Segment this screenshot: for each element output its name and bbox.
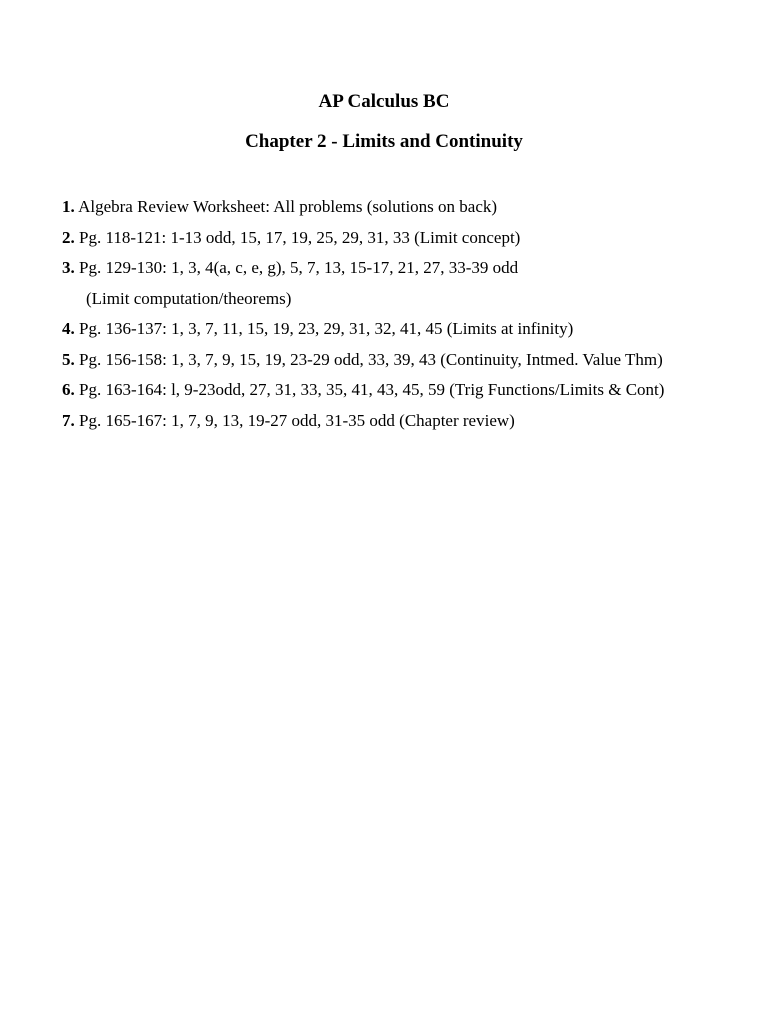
list-item <box>62 223 742 254</box>
item-number: 5. <box>62 349 75 369</box>
item-text: Pg. 136-137: 1, 3, 7, 11, 15, 19, 23, 29, 31, 32, 41, 45 (Limits at infinity) <box>79 319 574 338</box>
page-title: AP Calculus BC <box>318 91 450 112</box>
item-number: 7. <box>62 410 75 430</box>
item-text: Pg. 129-130: 1, 3, 4(a, c, e, g), 5, 7, 13, 15-17, 21, 27, 33-39 odd <box>79 258 519 277</box>
document-header <box>0 88 768 156</box>
item-text: Algebra Review Worksheet: All problems (solutions on back) <box>78 197 498 216</box>
item-text: Pg. 118-121: 1-13 odd, 15, 17, 19, 25, 29, 31, 33 (Limit concept) <box>79 227 521 247</box>
item-text: Pg. 163-164: l, 9-23odd, 27, 31, 33, 35, 41, 43, 45, 59 (Trig Functions/Limits & Cont) <box>79 380 665 399</box>
list-item <box>62 253 742 314</box>
item-number: 6. <box>62 380 75 399</box>
page-subtitle: Chapter 2 - Limits and Continuity <box>245 131 523 152</box>
list-item <box>62 314 742 345</box>
item-text: Pg. 165-167: 1, 7, 9, 13, 19-27 odd, 31-35 odd (Chapter review) <box>79 410 515 430</box>
item-number: 2. <box>62 227 75 247</box>
assignment-list <box>62 192 742 436</box>
item-text: Pg. 156-158: 1, 3, 7, 9, 15, 19, 23-29 odd, 33, 39, 43 (Continuity, Intmed. Value Thm) <box>79 349 663 369</box>
item-continuation: (Limit computation/theorems) <box>86 288 292 308</box>
item-number: 4. <box>62 319 75 338</box>
item-number: 1. <box>62 197 75 216</box>
list-item <box>62 192 742 223</box>
list-item <box>62 345 742 376</box>
list-item <box>62 406 742 437</box>
item-number: 3. <box>62 258 75 277</box>
list-item <box>62 375 742 406</box>
